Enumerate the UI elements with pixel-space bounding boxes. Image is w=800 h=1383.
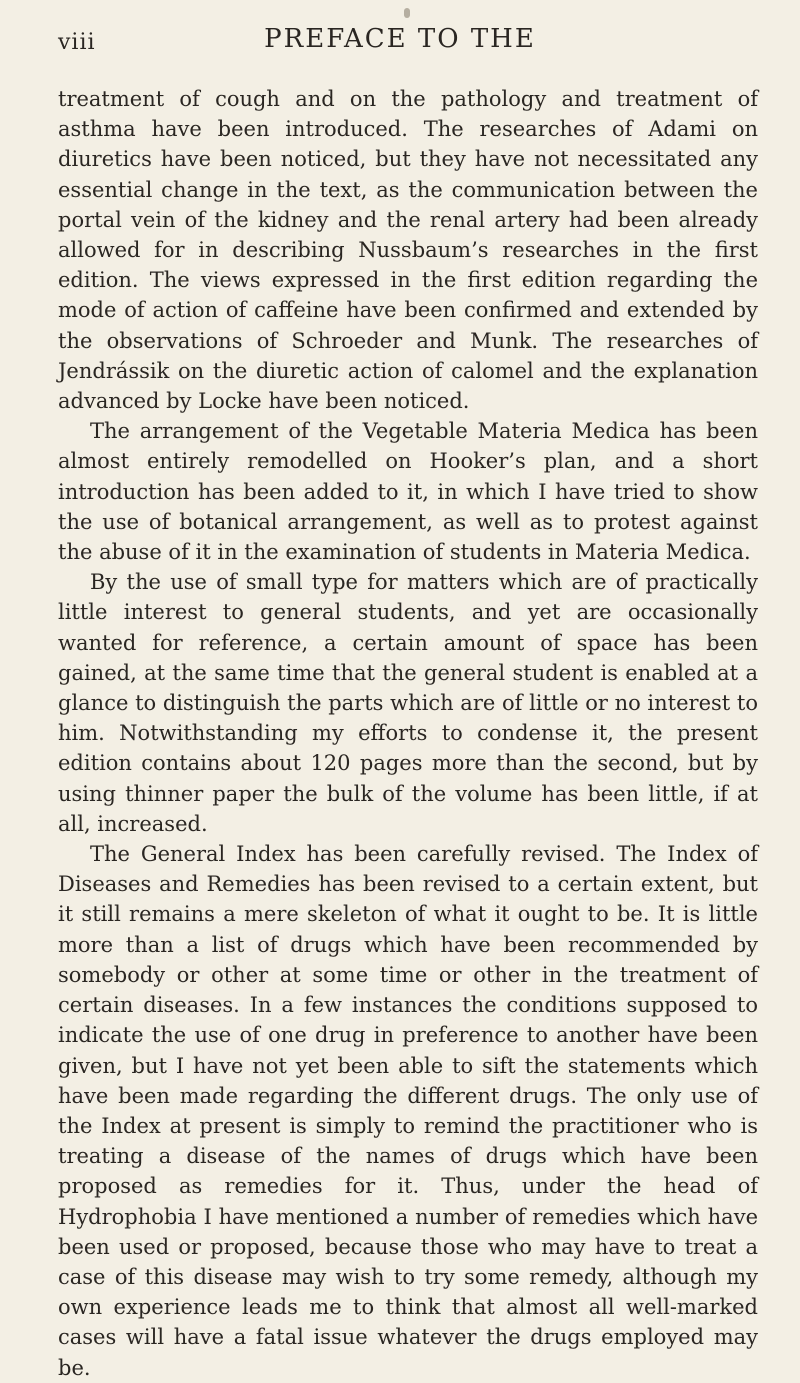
ink-spot (404, 8, 410, 18)
paragraph: treatment of cough and on the pathology and treatment of asthma have been introduced. The researches of Adami on diuretics have been noticed, but they have not necessitated any essential change in the text, as the communication between the portal vein of the kidney and the renal artery had been already allowed for in describing Nussbaum’s researches in the first edition. The views expressed in the first edition regarding the mode of action of caffeine have been confirmed and extended by the observations of Schroeder and Munk. The researches of Jendrássik on the diuretic action of calomel and the explanation advanced by Locke have been noticed. (58, 87, 758, 414)
page-number: viii (58, 30, 96, 55)
paragraph: The General Index has been carefully revised. The Index of Diseases and Remedies has been revised to a certain extent, but it still remains a mere skeleton of what it ought to be. It is little more than a list of drugs which have been recommended by somebody or other at some time or other in the treatment of certain diseases. In a few instances the conditions supposed to indicate the use of one drug in preference to another have been given, but I have not yet been able to sift the statements which have been made regarding the different drugs. The only use of the Index at present is simply to remind the practitioner who is treating a disease of the names of drugs which have been proposed as remedies for it. Thus, under the head of Hydrophobia I have mentioned a number of remedies which have been used or proposed, because those who may have to treat a case of this disease may wish to try some remedy, although my own experience leads me to think that almost all well-marked cases will have a fatal issue whatever the drugs employed may be. (58, 842, 758, 1380)
page-header (58, 22, 742, 62)
paragraph: The arrangement of the Vegetable Materia Medica has been almost entirely remodelled on Hooker’s plan, and a short introduction has been added to it, in which I have tried to show the use of botanical arrangement, as well as to protest against the abuse of it in the examination of students in Materia Medica. (58, 419, 758, 565)
paragraph: By the use of small type for matters which are of practically little interest to general students, and yet are occasionally wanted for reference, a certain amount of space has been gained, at the same time that the general student is enabled at a glance to distinguish the parts which are of little or no interest to him. Notwithstanding my efforts to condense it, the present edition contains about 120 pages more than the second, but by using thinner paper the bulk of the volume has been little, if at all, increased. (58, 570, 758, 836)
body-text (58, 84, 758, 1383)
running-head: PREFACE TO THE (264, 24, 536, 54)
